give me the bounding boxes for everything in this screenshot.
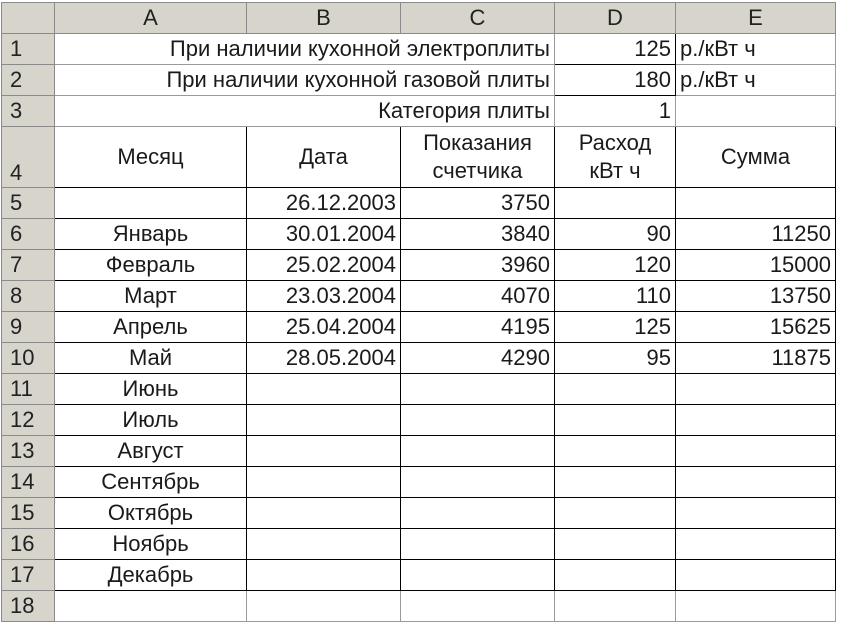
row-header-3[interactable]: 3 (2, 96, 55, 127)
reading-cell[interactable]: 4195 (401, 312, 555, 343)
header-usage-line2: кВт ч (589, 158, 641, 183)
header-usage-line1: Расход (578, 130, 652, 155)
sum-cell[interactable] (676, 560, 836, 591)
header-usage[interactable] (555, 127, 676, 188)
header-meter-reading[interactable] (401, 127, 555, 188)
row-header-5[interactable]: 5 (2, 188, 55, 219)
date-cell[interactable] (247, 560, 401, 591)
reading-cell[interactable]: 3960 (401, 250, 555, 281)
reading-cell[interactable] (401, 405, 555, 436)
table-row (2, 498, 836, 529)
header-month[interactable]: Месяц (55, 127, 247, 188)
empty-cell[interactable] (555, 591, 676, 622)
row-header-9[interactable]: 9 (2, 312, 55, 343)
sum-cell[interactable] (676, 374, 836, 405)
cell-a1-electric-label[interactable]: При наличии кухонной электроплиты (55, 34, 555, 65)
reading-cell[interactable]: 4290 (401, 343, 555, 374)
date-cell[interactable]: 23.03.2004 (247, 281, 401, 312)
reading-cell[interactable] (401, 436, 555, 467)
date-cell[interactable]: 25.04.2004 (247, 312, 401, 343)
table-row (2, 405, 836, 436)
cell-d1-electric-rate[interactable]: 125 (555, 34, 676, 65)
table-row (2, 343, 836, 374)
row-header-8[interactable]: 8 (2, 281, 55, 312)
empty-cell[interactable] (401, 591, 555, 622)
usage-cell[interactable] (555, 374, 676, 405)
column-header-e[interactable]: E (676, 3, 836, 34)
usage-cell[interactable] (555, 467, 676, 498)
usage-cell[interactable]: 110 (555, 281, 676, 312)
sum-cell[interactable] (676, 467, 836, 498)
table-row (2, 467, 836, 498)
row-header-18[interactable]: 18 (2, 591, 55, 622)
cell-e3[interactable] (676, 96, 836, 127)
row-header-11[interactable]: 11 (2, 374, 55, 405)
row-header-13[interactable]: 13 (2, 436, 55, 467)
usage-cell[interactable] (555, 529, 676, 560)
date-cell[interactable]: 30.01.2004 (247, 219, 401, 250)
month-cell[interactable]: Февраль (55, 250, 247, 281)
row-header-10[interactable]: 10 (2, 343, 55, 374)
empty-cell[interactable] (55, 591, 247, 622)
reading-cell[interactable]: 3840 (401, 219, 555, 250)
row-header-12[interactable]: 12 (2, 405, 55, 436)
reading-cell[interactable] (401, 498, 555, 529)
cell-e2-unit[interactable]: р./кВт ч (676, 65, 836, 96)
cell-d5[interactable] (555, 188, 676, 219)
month-cell[interactable]: Октябрь (55, 498, 247, 529)
month-cell[interactable]: Апрель (55, 312, 247, 343)
row-header-15[interactable]: 15 (2, 498, 55, 529)
table-row-partial (2, 591, 836, 622)
usage-cell[interactable]: 95 (555, 343, 676, 374)
empty-cell[interactable] (676, 591, 836, 622)
table-row (2, 436, 836, 467)
table-row (2, 312, 836, 343)
month-cell[interactable]: Август (55, 436, 247, 467)
sum-cell[interactable] (676, 405, 836, 436)
cell-a2-gas-label[interactable]: При наличии кухонной газовой плиты (55, 65, 555, 96)
cell-a5[interactable] (55, 188, 247, 219)
table-row (2, 250, 836, 281)
date-cell[interactable]: 28.05.2004 (247, 343, 401, 374)
header-meter-reading-line2: счетчика (432, 158, 523, 183)
table-row (2, 281, 836, 312)
month-cell[interactable]: Март (55, 281, 247, 312)
sum-cell[interactable] (676, 498, 836, 529)
sum-cell[interactable]: 13750 (676, 281, 836, 312)
cell-e5[interactable] (676, 188, 836, 219)
usage-cell[interactable] (555, 560, 676, 591)
table-row (2, 219, 836, 250)
sum-cell[interactable]: 15000 (676, 250, 836, 281)
cell-b3-category-label[interactable]: Категория плиты (247, 96, 555, 127)
month-cell[interactable]: Январь (55, 219, 247, 250)
month-cell[interactable]: Ноябрь (55, 529, 247, 560)
sum-cell[interactable] (676, 529, 836, 560)
sum-cell[interactable]: 15625 (676, 312, 836, 343)
empty-cell[interactable] (247, 591, 401, 622)
month-cell[interactable]: Декабрь (55, 560, 247, 591)
header-date[interactable]: Дата (247, 127, 401, 188)
reading-cell[interactable] (401, 529, 555, 560)
date-cell[interactable] (247, 436, 401, 467)
row-header-7[interactable]: 7 (2, 250, 55, 281)
reading-cell[interactable]: 4070 (401, 281, 555, 312)
reading-cell[interactable] (401, 374, 555, 405)
sum-cell[interactable]: 11875 (676, 343, 836, 374)
date-cell[interactable]: 25.02.2004 (247, 250, 401, 281)
cell-d3-category-value[interactable]: 1 (555, 96, 676, 127)
usage-cell[interactable]: 90 (555, 219, 676, 250)
cell-a3[interactable] (55, 96, 247, 127)
cell-d2-gas-rate[interactable]: 180 (555, 65, 676, 96)
sum-cell[interactable]: 11250 (676, 219, 836, 250)
column-header-c[interactable]: C (401, 3, 555, 34)
cell-grid (1, 2, 836, 622)
date-cell[interactable] (247, 529, 401, 560)
usage-cell[interactable]: 120 (555, 250, 676, 281)
reading-cell[interactable] (401, 560, 555, 591)
row-header-4[interactable]: 4 (2, 127, 55, 188)
cell-b5-start-date[interactable]: 26.12.2003 (247, 188, 401, 219)
row-header-6[interactable]: 6 (2, 219, 55, 250)
usage-cell[interactable] (555, 405, 676, 436)
date-cell[interactable] (247, 374, 401, 405)
month-cell[interactable]: Июнь (55, 374, 247, 405)
row-header-2[interactable]: 2 (2, 65, 55, 96)
usage-cell[interactable]: 125 (555, 312, 676, 343)
month-cell[interactable]: Май (55, 343, 247, 374)
column-header-d[interactable]: D (555, 3, 676, 34)
table-row (2, 374, 836, 405)
table-row (2, 560, 836, 591)
column-header-a[interactable]: A (55, 3, 247, 34)
month-cell[interactable]: Июль (55, 405, 247, 436)
row-header-17[interactable]: 17 (2, 560, 55, 591)
column-header-b[interactable]: B (247, 3, 401, 34)
cell-c5-start-reading[interactable]: 3750 (401, 188, 555, 219)
usage-cell[interactable] (555, 498, 676, 529)
header-sum[interactable]: Сумма (676, 127, 836, 188)
date-cell[interactable] (247, 467, 401, 498)
cell-e1-unit[interactable]: р./кВт ч (676, 34, 836, 65)
select-all-corner[interactable] (2, 3, 55, 34)
header-meter-reading-line1: Показания (423, 130, 532, 155)
usage-cell[interactable] (555, 436, 676, 467)
month-cell[interactable]: Сентябрь (55, 467, 247, 498)
row-header-1[interactable]: 1 (2, 34, 55, 65)
date-cell[interactable] (247, 405, 401, 436)
row-header-16[interactable]: 16 (2, 529, 55, 560)
reading-cell[interactable] (401, 467, 555, 498)
table-row (2, 529, 836, 560)
date-cell[interactable] (247, 498, 401, 529)
sum-cell[interactable] (676, 436, 836, 467)
row-header-14[interactable]: 14 (2, 467, 55, 498)
